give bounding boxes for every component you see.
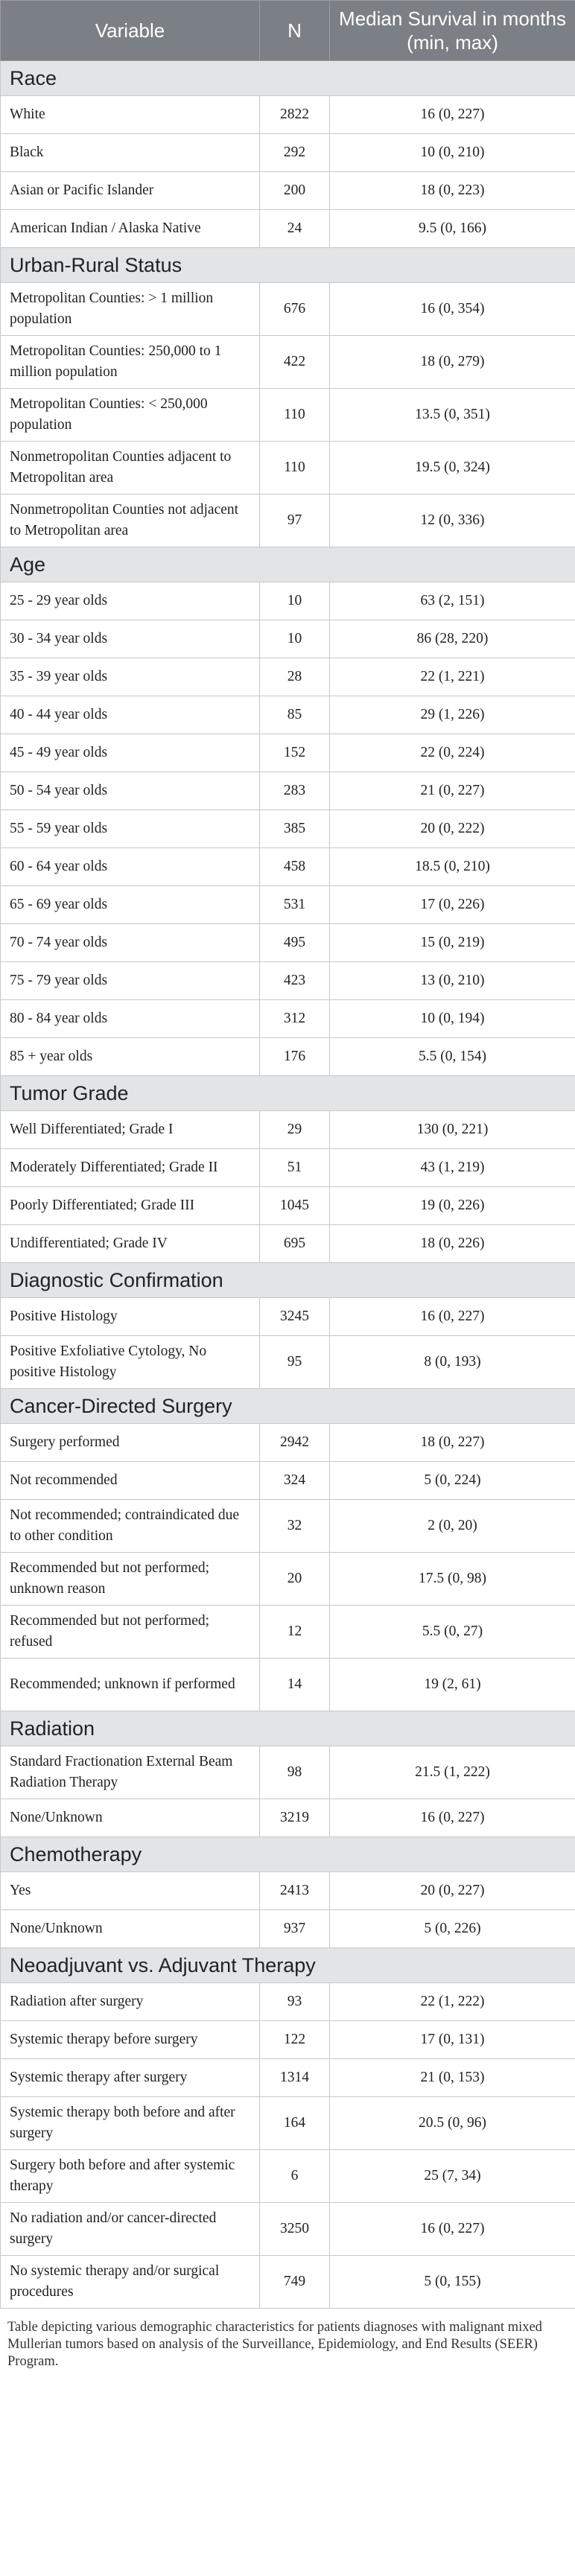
row-n: 385 <box>260 810 330 848</box>
table-row <box>1 924 575 962</box>
row-n: 676 <box>260 283 330 336</box>
row-label: Surgery performed <box>1 1424 260 1462</box>
row-n: 152 <box>260 734 330 772</box>
row-label: Yes <box>1 1872 260 1910</box>
row-label: 40 - 44 year olds <box>1 696 260 734</box>
table-row <box>1 1187 575 1225</box>
row-label: Standard Fractionation External Beam Radiation Therapy <box>1 1746 260 1799</box>
row-median-survival: 16 (0, 227) <box>330 96 575 134</box>
row-label: 45 - 49 year olds <box>1 734 260 772</box>
table-row <box>1 658 575 696</box>
row-n: 531 <box>260 886 330 924</box>
row-median-survival: 15 (0, 219) <box>330 924 575 962</box>
table-row <box>1 696 575 734</box>
row-label: 50 - 54 year olds <box>1 772 260 810</box>
row-n: 95 <box>260 1336 330 1389</box>
row-median-survival: 8 (0, 193) <box>330 1336 575 1389</box>
table-row <box>1 1111 575 1149</box>
row-n: 423 <box>260 962 330 1000</box>
row-label: 70 - 74 year olds <box>1 924 260 962</box>
row-label: Systemic therapy after surgery <box>1 2059 260 2097</box>
row-median-survival: 21 (0, 227) <box>330 772 575 810</box>
row-label: Radiation after surgery <box>1 1983 260 2021</box>
row-label: Not recommended; contraindicated due to other condition <box>1 1500 260 1553</box>
row-label: Metropolitan Counties: 250,000 to 1 million population <box>1 336 260 389</box>
section-header-row <box>1 1389 575 1424</box>
row-median-survival: 16 (0, 354) <box>330 283 575 336</box>
section-title: Cancer-Directed Surgery <box>1 1389 575 1424</box>
row-label: Nonmetropolitan Counties not adjacent to Metropolitan area <box>1 494 260 547</box>
table-row <box>1 1424 575 1462</box>
row-n: 458 <box>260 848 330 886</box>
row-label: 85 + year olds <box>1 1038 260 1076</box>
row-label: No radiation and/or cancer-directed surgery <box>1 2203 260 2256</box>
table-row <box>1 1000 575 1038</box>
table-row <box>1 283 575 336</box>
table-row <box>1 620 575 658</box>
table-row <box>1 1872 575 1910</box>
row-n: 3245 <box>260 1298 330 1336</box>
row-median-survival: 16 (0, 227) <box>330 1799 575 1837</box>
row-label: Moderately Differentiated; Grade II <box>1 1149 260 1187</box>
row-median-survival: 13.5 (0, 351) <box>330 389 575 442</box>
row-n: 695 <box>260 1225 330 1263</box>
table-row <box>1 210 575 248</box>
row-n: 1314 <box>260 2059 330 2097</box>
row-label: Recommended but not performed; refused <box>1 1606 260 1659</box>
table-row <box>1 810 575 848</box>
row-median-survival: 18 (0, 279) <box>330 336 575 389</box>
row-n: 32 <box>260 1500 330 1553</box>
table-row <box>1 2097 575 2150</box>
row-n: 937 <box>260 1910 330 1948</box>
row-label: 65 - 69 year olds <box>1 886 260 924</box>
section-title: Tumor Grade <box>1 1076 575 1111</box>
section-title: Age <box>1 547 575 582</box>
row-label: Systemic therapy before surgery <box>1 2021 260 2059</box>
table-row <box>1 2256 575 2309</box>
row-median-survival: 18 (0, 223) <box>330 172 575 210</box>
row-label: Recommended; unknown if performed <box>1 1659 260 1711</box>
row-n: 3250 <box>260 2203 330 2256</box>
table-row <box>1 1659 575 1711</box>
row-median-survival: 63 (2, 151) <box>330 582 575 620</box>
section-header-row <box>1 1263 575 1298</box>
row-n: 2413 <box>260 1872 330 1910</box>
header-n: N <box>260 1 330 61</box>
table-row <box>1 1038 575 1076</box>
table-row <box>1 2059 575 2097</box>
row-median-survival: 17 (0, 131) <box>330 2021 575 2059</box>
row-label: Well Differentiated; Grade I <box>1 1111 260 1149</box>
table-row <box>1 134 575 172</box>
row-n: 93 <box>260 1983 330 2021</box>
section-header-row <box>1 1837 575 1872</box>
section-title: Neoadjuvant vs. Adjuvant Therapy <box>1 1948 575 1983</box>
row-label: American Indian / Alaska Native <box>1 210 260 248</box>
table-row <box>1 1799 575 1837</box>
header-variable: Variable <box>1 1 260 61</box>
row-median-survival: 18.5 (0, 210) <box>330 848 575 886</box>
row-n: 51 <box>260 1149 330 1187</box>
row-median-survival: 5 (0, 155) <box>330 2256 575 2309</box>
row-n: 1045 <box>260 1187 330 1225</box>
row-label: Positive Histology <box>1 1298 260 1336</box>
row-median-survival: 17.5 (0, 98) <box>330 1553 575 1606</box>
table-body <box>1 61 575 2309</box>
row-n: 422 <box>260 336 330 389</box>
table-row <box>1 2150 575 2203</box>
row-label: Asian or Pacific Islander <box>1 172 260 210</box>
row-median-survival: 25 (7, 34) <box>330 2150 575 2203</box>
row-n: 749 <box>260 2256 330 2309</box>
table-row <box>1 1500 575 1553</box>
table-row <box>1 2203 575 2256</box>
section-header-row <box>1 1711 575 1746</box>
section-title: Chemotherapy <box>1 1837 575 1872</box>
row-median-survival: 10 (0, 194) <box>330 1000 575 1038</box>
section-header-row <box>1 248 575 283</box>
row-label: Black <box>1 134 260 172</box>
section-header-row <box>1 1076 575 1111</box>
row-label: 60 - 64 year olds <box>1 848 260 886</box>
row-median-survival: 86 (28, 220) <box>330 620 575 658</box>
row-label: 30 - 34 year olds <box>1 620 260 658</box>
row-median-survival: 17 (0, 226) <box>330 886 575 924</box>
row-median-survival: 16 (0, 227) <box>330 2203 575 2256</box>
row-median-survival: 9.5 (0, 166) <box>330 210 575 248</box>
row-median-survival: 22 (0, 224) <box>330 734 575 772</box>
header-row <box>1 1 575 61</box>
row-label: Metropolitan Counties: < 250,000 population <box>1 389 260 442</box>
row-label: White <box>1 96 260 134</box>
row-median-survival: 16 (0, 227) <box>330 1298 575 1336</box>
table-row <box>1 886 575 924</box>
section-header-row <box>1 61 575 96</box>
table-row <box>1 1298 575 1336</box>
row-median-survival: 5 (0, 224) <box>330 1462 575 1500</box>
row-median-survival: 5 (0, 226) <box>330 1910 575 1948</box>
row-n: 110 <box>260 389 330 442</box>
row-median-survival: 20 (0, 227) <box>330 1872 575 1910</box>
row-n: 200 <box>260 172 330 210</box>
table-row <box>1 442 575 494</box>
section-title: Race <box>1 61 575 96</box>
row-label: Metropolitan Counties: > 1 million population <box>1 283 260 336</box>
table-row <box>1 1606 575 1659</box>
table-header <box>1 1 575 61</box>
row-n: 292 <box>260 134 330 172</box>
row-median-survival: 12 (0, 336) <box>330 494 575 547</box>
table-row <box>1 1149 575 1187</box>
row-median-survival: 29 (1, 226) <box>330 696 575 734</box>
row-median-survival: 20.5 (0, 96) <box>330 2097 575 2150</box>
row-label: Systemic therapy both before and after surgery <box>1 2097 260 2150</box>
row-median-survival: 22 (1, 222) <box>330 1983 575 2021</box>
row-median-survival: 5.5 (0, 154) <box>330 1038 575 1076</box>
table-row <box>1 1336 575 1389</box>
section-title: Diagnostic Confirmation <box>1 1263 575 1298</box>
row-label: 55 - 59 year olds <box>1 810 260 848</box>
row-median-survival: 18 (0, 226) <box>330 1225 575 1263</box>
row-median-survival: 18 (0, 227) <box>330 1424 575 1462</box>
row-label: No systemic therapy and/or surgical procedures <box>1 2256 260 2309</box>
table-row <box>1 1983 575 2021</box>
row-label: 25 - 29 year olds <box>1 582 260 620</box>
row-n: 28 <box>260 658 330 696</box>
row-median-survival: 2 (0, 20) <box>330 1500 575 1553</box>
table-row <box>1 734 575 772</box>
row-n: 24 <box>260 210 330 248</box>
row-n: 29 <box>260 1111 330 1149</box>
row-median-survival: 43 (1, 219) <box>330 1149 575 1187</box>
section-header-row <box>1 547 575 582</box>
row-median-survival: 19.5 (0, 324) <box>330 442 575 494</box>
row-n: 20 <box>260 1553 330 1606</box>
table-row <box>1 1225 575 1263</box>
section-header-row <box>1 1948 575 1983</box>
row-n: 110 <box>260 442 330 494</box>
table-row <box>1 172 575 210</box>
table-row <box>1 1553 575 1606</box>
row-n: 324 <box>260 1462 330 1500</box>
row-n: 495 <box>260 924 330 962</box>
row-label: Poorly Differentiated; Grade III <box>1 1187 260 1225</box>
row-median-survival: 21.5 (1, 222) <box>330 1746 575 1799</box>
row-label: Undifferentiated; Grade IV <box>1 1225 260 1263</box>
row-n: 3219 <box>260 1799 330 1837</box>
row-median-survival: 19 (2, 61) <box>330 1659 575 1711</box>
header-median-survival: Median Survival in months (min, max) <box>330 1 575 61</box>
table-caption: Table depicting various demographic characteristics for patients diagnoses with malignant mixed Mullerian tumors based on analysis of the Surveillance, Epidemiology, and End Results (SEER) Program. <box>7 2320 542 2369</box>
table-row <box>1 848 575 886</box>
row-label: 35 - 39 year olds <box>1 658 260 696</box>
table-row <box>1 336 575 389</box>
row-n: 10 <box>260 582 330 620</box>
table-row <box>1 389 575 442</box>
row-label: Surgery both before and after systemic therapy <box>1 2150 260 2203</box>
row-n: 2822 <box>260 96 330 134</box>
row-label: None/Unknown <box>1 1910 260 1948</box>
row-n: 10 <box>260 620 330 658</box>
row-median-survival: 22 (1, 221) <box>330 658 575 696</box>
row-n: 85 <box>260 696 330 734</box>
table-row <box>1 1746 575 1799</box>
row-n: 98 <box>260 1746 330 1799</box>
row-median-survival: 13 (0, 210) <box>330 962 575 1000</box>
row-label: Nonmetropolitan Counties adjacent to Metropolitan area <box>1 442 260 494</box>
row-n: 122 <box>260 2021 330 2059</box>
row-label: Recommended but not performed; unknown reason <box>1 1553 260 1606</box>
table-row <box>1 96 575 134</box>
row-median-survival: 130 (0, 221) <box>330 1111 575 1149</box>
row-median-survival: 5.5 (0, 27) <box>330 1606 575 1659</box>
table-row <box>1 1462 575 1500</box>
row-n: 164 <box>260 2097 330 2150</box>
row-n: 14 <box>260 1659 330 1711</box>
row-median-survival: 19 (0, 226) <box>330 1187 575 1225</box>
row-n: 312 <box>260 1000 330 1038</box>
row-n: 97 <box>260 494 330 547</box>
row-n: 12 <box>260 1606 330 1659</box>
table-row <box>1 1910 575 1948</box>
table-row <box>1 2021 575 2059</box>
row-label: Positive Exfoliative Cytology, No positive Histology <box>1 1336 260 1389</box>
row-median-survival: 20 (0, 222) <box>330 810 575 848</box>
table-row <box>1 582 575 620</box>
section-title: Radiation <box>1 1711 575 1746</box>
table-row <box>1 772 575 810</box>
row-n: 283 <box>260 772 330 810</box>
row-median-survival: 21 (0, 153) <box>330 2059 575 2097</box>
row-n: 6 <box>260 2150 330 2203</box>
row-label: Not recommended <box>1 1462 260 1500</box>
table-row <box>1 962 575 1000</box>
row-label: 80 - 84 year olds <box>1 1000 260 1038</box>
table-row <box>1 494 575 547</box>
row-n: 2942 <box>260 1424 330 1462</box>
row-n: 176 <box>260 1038 330 1076</box>
row-median-survival: 10 (0, 210) <box>330 134 575 172</box>
row-label: 75 - 79 year olds <box>1 962 260 1000</box>
section-title: Urban-Rural Status <box>1 248 575 283</box>
row-label: None/Unknown <box>1 1799 260 1837</box>
